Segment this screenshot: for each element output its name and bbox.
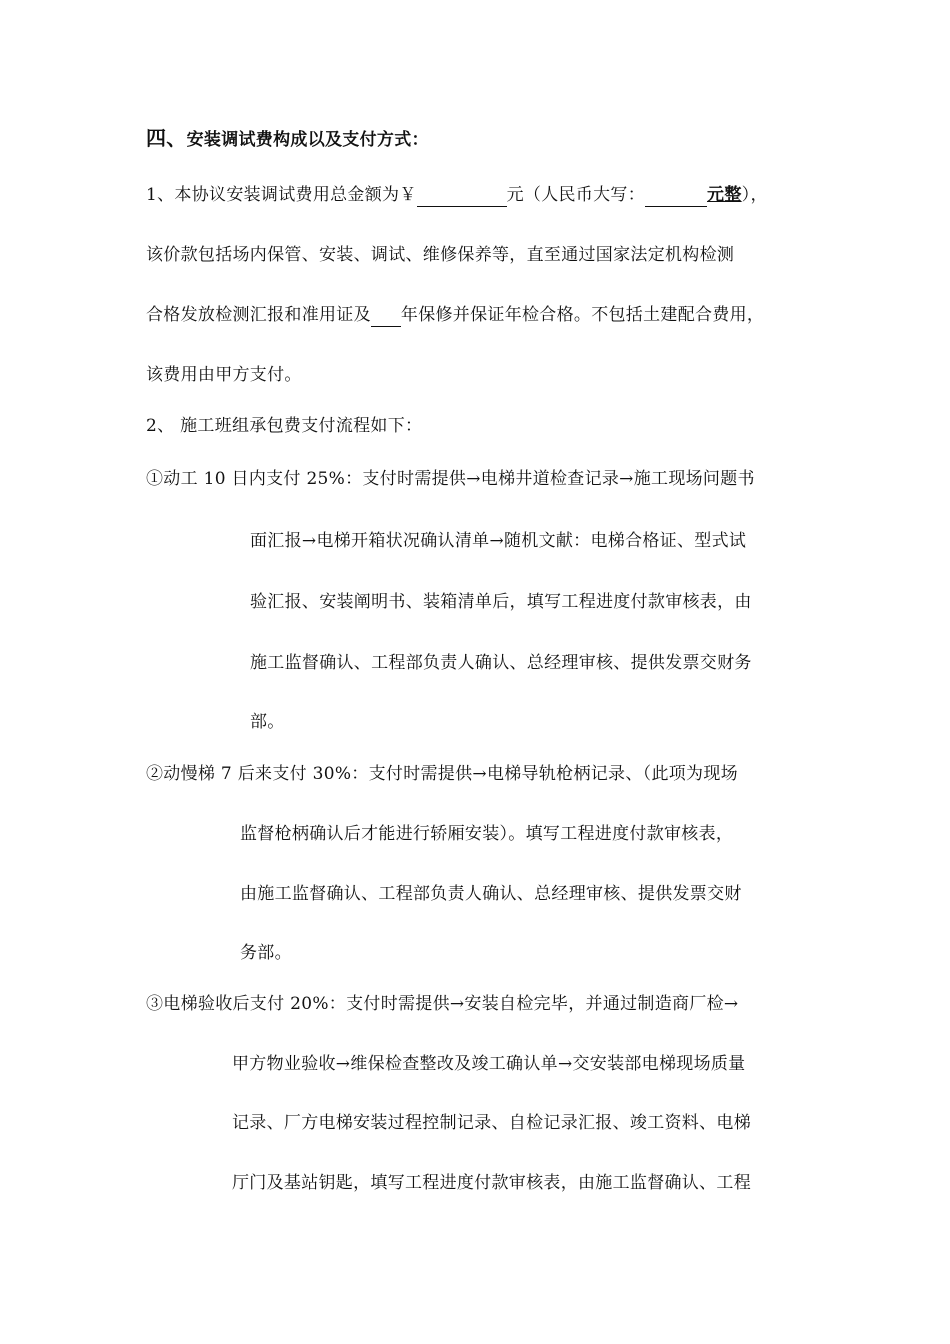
clause1-capital-label: 元（人民币大写： (506, 185, 646, 205)
step3-line: 厅门及基站钥匙，填写工程进度付款审核表，由施工监督确认、工程 (232, 1173, 751, 1193)
step2-line: 监督枪柄确认后才能进行轿厢安装）。填写工程进度付款审核表， (240, 824, 734, 844)
warranty-years-blank (371, 308, 401, 327)
section-heading (146, 126, 429, 152)
clause1-close: ）， (741, 185, 768, 205)
clause1-line3-prefix: 合格发放检测汇报和准用证及 (146, 305, 371, 325)
clause1-line2: 该价款包括场内保管、安装、调试、维修保养等，直至通过国家法定机构检测 (146, 245, 735, 265)
step3-line: 甲方物业验收→维保检查整改及竣工确认单→交安装部电梯现场质量 (232, 1054, 746, 1074)
step2-line: 由施工监督确认、工程部负责人确认、总经理审核、提供发票交财 (240, 884, 742, 904)
clause1-line4: 该费用由甲方支付。 (146, 365, 302, 385)
step3-line: ③电梯验收后支付 20%：支付时需提供→安装自检完毕，并通过制造商厂检→ (146, 994, 739, 1014)
section-title: 安装调试费构成以及支付方式： (186, 130, 429, 150)
capital-amount-blank (645, 188, 707, 207)
amount-blank (417, 188, 507, 207)
step1-line: 验汇报、安装阐明书、装箱清单后，填写工程进度付款审核表，由 (250, 592, 752, 612)
step2-line: ②动慢梯 7 后来支付 30%：支付时需提供→电梯导轨枪柄记录、（此项为现场 (146, 764, 738, 784)
section-number: 四、 (146, 126, 187, 150)
clause2-title: 2、 施工班组承包费支付流程如下： (146, 416, 423, 436)
clause1-line3-suffix: 年保修并保证年检合格。不包括土建配合费用， (400, 305, 765, 325)
clause1-amount-label: 1、本协议安装调试费用总金额为￥ (146, 185, 417, 205)
step1-line: 施工监督确认、工程部负责人确认、总经理审核、提供发票交财务 (250, 653, 752, 673)
clause1-yuan-zheng: 元整 (707, 185, 742, 205)
step3-line: 记录、厂方电梯安装过程控制记录、自检记录汇报、竣工资料、电梯 (232, 1113, 751, 1133)
step1-line: 面汇报→电梯开箱状况确认清单→随机文献：电梯合格证、型式试 (250, 531, 747, 551)
step1-line: ①动工 10 日内支付 25%：支付时需提供→电梯井道检查记录→施工现场问题书 (146, 469, 755, 489)
step1-line: 部。 (250, 712, 285, 732)
step2-line: 务部。 (240, 943, 292, 963)
clause1-line3 (146, 303, 764, 327)
clause1-line1 (146, 183, 768, 207)
